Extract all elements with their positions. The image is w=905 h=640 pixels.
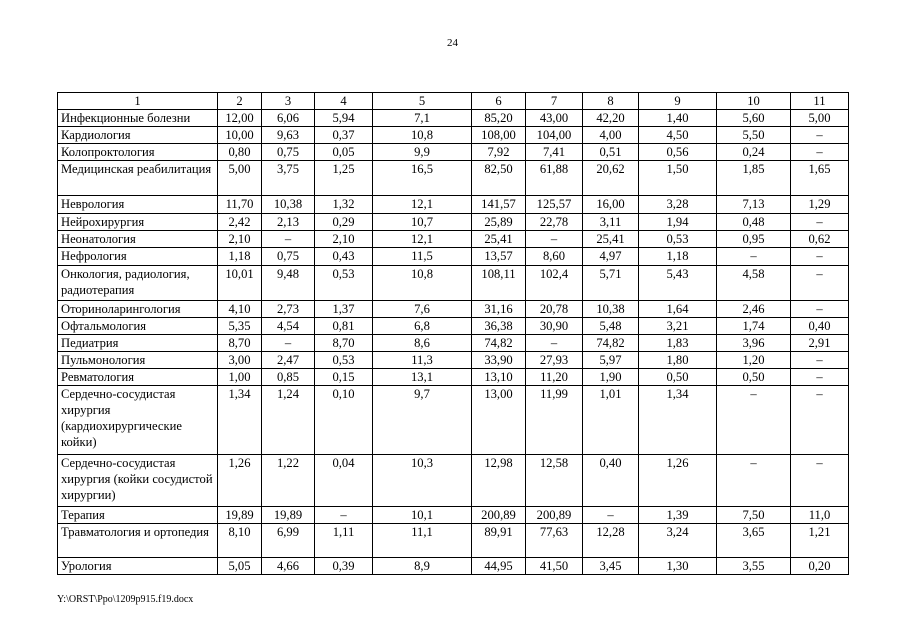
table-row [58,144,849,161]
column-header: 4 [315,93,373,110]
table-cell: 25,41 [583,231,639,248]
table-cell: 1,29 [791,196,849,214]
table-cell: 10,38 [262,196,315,214]
table-cell: 1,32 [315,196,373,214]
table-cell: – [791,127,849,144]
table-cell: 3,11 [583,214,639,231]
column-header: 8 [583,93,639,110]
table-row [58,301,849,318]
table-cell: 10,01 [218,266,262,301]
table-cell: 1,83 [639,335,717,352]
table-cell: 9,48 [262,266,315,301]
row-label-cell: Урология [58,558,218,575]
table-row [58,214,849,231]
table-cell: 4,66 [262,558,315,575]
table-cell: 36,38 [472,318,526,335]
table-cell: 11,70 [218,196,262,214]
table-cell: 0,51 [583,144,639,161]
table-cell: 16,00 [583,196,639,214]
table-cell: 1,21 [791,524,849,558]
table-cell: 89,91 [472,524,526,558]
table-cell: 8,60 [526,248,583,266]
table-cell: – [526,231,583,248]
table-cell: 12,1 [373,231,472,248]
table-cell: 12,98 [472,455,526,507]
row-label-cell: Терапия [58,507,218,524]
table-cell: – [262,231,315,248]
table-cell: 200,89 [526,507,583,524]
table-cell: 2,73 [262,301,315,318]
table-cell: 3,55 [717,558,791,575]
table-cell: 1,50 [639,161,717,196]
table-cell: 8,9 [373,558,472,575]
table-cell: 13,1 [373,369,472,386]
table-cell: 7,13 [717,196,791,214]
table-cell: 25,89 [472,214,526,231]
table-cell: 10,8 [373,127,472,144]
column-header: 11 [791,93,849,110]
table-cell: – [791,386,849,455]
column-header: 7 [526,93,583,110]
table-cell: 2,91 [791,335,849,352]
table-cell: 10,8 [373,266,472,301]
table-cell: 1,20 [717,352,791,369]
table-cell: 33,90 [472,352,526,369]
table-cell: 0,48 [717,214,791,231]
row-label-cell: Медицинская реабилитация [58,161,218,196]
table-cell: – [583,507,639,524]
table-cell: 13,00 [472,386,526,455]
table-cell: 2,46 [717,301,791,318]
table-cell: 0,75 [262,144,315,161]
table-cell: 5,00 [791,110,849,127]
table-cell: – [717,386,791,455]
table-row [58,127,849,144]
table-cell: 4,58 [717,266,791,301]
table-cell: 6,06 [262,110,315,127]
table-cell: 7,1 [373,110,472,127]
table-cell: – [791,455,849,507]
table-cell: 20,78 [526,301,583,318]
table-cell: 8,10 [218,524,262,558]
table-cell: 74,82 [583,335,639,352]
table-row [58,161,849,196]
table-cell: 22,78 [526,214,583,231]
table-cell: 61,88 [526,161,583,196]
table-cell: 108,00 [472,127,526,144]
table-row [58,231,849,248]
table-cell: 11,5 [373,248,472,266]
table-cell: 12,58 [526,455,583,507]
table-cell: 5,97 [583,352,639,369]
table-cell: 1,01 [583,386,639,455]
table-cell: 3,45 [583,558,639,575]
table-cell: 7,41 [526,144,583,161]
table-cell: 11,1 [373,524,472,558]
table-cell: 4,54 [262,318,315,335]
row-label-cell: Сердечно-сосудистая хирургия (кардиохирургические койки) [58,386,218,455]
table-cell: 1,26 [639,455,717,507]
table-cell: 0,10 [315,386,373,455]
table-cell: – [262,335,315,352]
table-cell: 3,65 [717,524,791,558]
table-cell: 6,99 [262,524,315,558]
table-cell: 1,65 [791,161,849,196]
table-row [58,369,849,386]
table-cell: 1,80 [639,352,717,369]
footer-file-path: Y:\ORST\Ppo\1209p915.f19.docx [57,594,194,605]
table-cell: 3,96 [717,335,791,352]
table-cell: 10,00 [218,127,262,144]
row-label-cell: Нейрохирургия [58,214,218,231]
table-cell: 7,92 [472,144,526,161]
table-cell: 0,15 [315,369,373,386]
table-cell: 10,1 [373,507,472,524]
row-label-cell: Травматология и ортопедия [58,524,218,558]
table-cell: – [791,144,849,161]
column-header: 1 [58,93,218,110]
table-cell: 0,75 [262,248,315,266]
row-label-cell: Нефрология [58,248,218,266]
table-cell: 1,26 [218,455,262,507]
table-cell: 2,10 [315,231,373,248]
table-cell: 11,0 [791,507,849,524]
table-cell: – [791,352,849,369]
table-cell: 1,40 [639,110,717,127]
table-cell: 1,37 [315,301,373,318]
table-cell: 3,75 [262,161,315,196]
table-cell: 4,00 [583,127,639,144]
table-cell: 16,5 [373,161,472,196]
table-cell: 0,85 [262,369,315,386]
table-cell: 2,42 [218,214,262,231]
table-cell: 12,00 [218,110,262,127]
table-cell: 0,62 [791,231,849,248]
row-label-cell: Офтальмология [58,318,218,335]
table-cell: 25,41 [472,231,526,248]
table-cell: 1,11 [315,524,373,558]
row-label-cell: Ревматология [58,369,218,386]
table-cell: 0,20 [791,558,849,575]
table-cell: 0,40 [583,455,639,507]
table-cell: – [791,214,849,231]
table-row [58,455,849,507]
table-cell: – [717,455,791,507]
table-cell: 19,89 [218,507,262,524]
table-cell: 0,53 [315,352,373,369]
table-cell: 10,3 [373,455,472,507]
table-cell: 13,57 [472,248,526,266]
table-row [58,266,849,301]
table-header-row [58,93,849,110]
table-cell: 11,20 [526,369,583,386]
table-cell: 0,37 [315,127,373,144]
column-header: 2 [218,93,262,110]
table-cell: 74,82 [472,335,526,352]
table-cell: 1,00 [218,369,262,386]
table-row [58,524,849,558]
table-cell: 42,20 [583,110,639,127]
table-cell: 0,04 [315,455,373,507]
table-cell: 0,50 [639,369,717,386]
table-cell: 125,57 [526,196,583,214]
table-row [58,318,849,335]
table-row [58,335,849,352]
table-cell: 9,63 [262,127,315,144]
table-cell: 77,63 [526,524,583,558]
table-row [58,196,849,214]
table-cell: 5,43 [639,266,717,301]
table-cell: 2,13 [262,214,315,231]
row-label-cell: Неонатология [58,231,218,248]
table-cell: 1,18 [218,248,262,266]
table-cell: 20,62 [583,161,639,196]
table-cell: 1,39 [639,507,717,524]
table-cell: 1,94 [639,214,717,231]
table-cell: 12,1 [373,196,472,214]
table-cell: 0,95 [717,231,791,248]
table-cell: 10,38 [583,301,639,318]
table-cell: 1,34 [218,386,262,455]
column-header: 6 [472,93,526,110]
table-cell: 4,10 [218,301,262,318]
table-cell: 5,50 [717,127,791,144]
table-row [58,386,849,455]
table-cell: – [315,507,373,524]
table-cell: 0,56 [639,144,717,161]
row-label-cell: Онкология, радиология, радиотерапия [58,266,218,301]
table-cell: 0,40 [791,318,849,335]
table-cell: 12,28 [583,524,639,558]
table-cell: 1,24 [262,386,315,455]
table-cell: 7,6 [373,301,472,318]
table-cell: 3,28 [639,196,717,214]
table-cell: 9,9 [373,144,472,161]
table-cell: 3,21 [639,318,717,335]
table-cell: 200,89 [472,507,526,524]
table-row [58,110,849,127]
table-cell: 0,53 [639,231,717,248]
column-header: 3 [262,93,315,110]
row-label-cell: Инфекционные болезни [58,110,218,127]
table-cell: 8,6 [373,335,472,352]
row-label-cell: Колопроктология [58,144,218,161]
table-cell: – [791,266,849,301]
table-cell: 1,30 [639,558,717,575]
table-cell: 43,00 [526,110,583,127]
table-cell: 0,39 [315,558,373,575]
table-cell: 85,20 [472,110,526,127]
column-header: 5 [373,93,472,110]
table-cell: 0,05 [315,144,373,161]
table-row [58,352,849,369]
table-cell: 1,85 [717,161,791,196]
table-cell: 1,64 [639,301,717,318]
table-cell: 2,47 [262,352,315,369]
table-cell: 5,94 [315,110,373,127]
table-cell: 141,57 [472,196,526,214]
table-cell: 0,80 [218,144,262,161]
table-cell: 0,81 [315,318,373,335]
table-row [58,558,849,575]
table-cell: 1,25 [315,161,373,196]
table-cell: – [526,335,583,352]
table-cell: 3,24 [639,524,717,558]
table-cell: 6,8 [373,318,472,335]
table-cell: 7,50 [717,507,791,524]
table-cell: – [717,248,791,266]
table-cell: – [791,301,849,318]
column-header: 9 [639,93,717,110]
table-cell: 2,10 [218,231,262,248]
table-cell: 0,53 [315,266,373,301]
table-cell: 5,35 [218,318,262,335]
table-cell: 19,89 [262,507,315,524]
page-number: 24 [447,37,458,49]
table-cell: 10,7 [373,214,472,231]
table-cell: 5,48 [583,318,639,335]
table-cell: 30,90 [526,318,583,335]
table-cell: 44,95 [472,558,526,575]
table-cell: 11,99 [526,386,583,455]
table-cell: 13,10 [472,369,526,386]
table-cell: 1,90 [583,369,639,386]
table-cell: 27,93 [526,352,583,369]
table-cell: 1,34 [639,386,717,455]
table-row [58,507,849,524]
table-cell: 108,11 [472,266,526,301]
table-cell: 1,22 [262,455,315,507]
table-cell: 11,3 [373,352,472,369]
table-cell: 104,00 [526,127,583,144]
table-cell: – [791,369,849,386]
table-cell: 3,00 [218,352,262,369]
table-cell: 0,24 [717,144,791,161]
table-cell: 31,16 [472,301,526,318]
table-cell: 4,97 [583,248,639,266]
table-cell: 4,50 [639,127,717,144]
column-header: 10 [717,93,791,110]
row-label-cell: Оториноларингология [58,301,218,318]
table-cell: 8,70 [315,335,373,352]
table-cell: 102,4 [526,266,583,301]
row-label-cell: Неврология [58,196,218,214]
row-label-cell: Пульмонология [58,352,218,369]
row-label-cell: Кардиология [58,127,218,144]
row-label-cell: Сердечно-сосудистая хирургия (койки сосудистой хирургии) [58,455,218,507]
table-cell: 0,43 [315,248,373,266]
data-table [57,92,849,575]
table-cell: 5,05 [218,558,262,575]
table-cell: 5,60 [717,110,791,127]
row-label-cell: Педиатрия [58,335,218,352]
table-cell: 5,71 [583,266,639,301]
table-cell: 41,50 [526,558,583,575]
table-cell: 9,7 [373,386,472,455]
table-cell: 5,00 [218,161,262,196]
table-row [58,248,849,266]
table-cell: 0,29 [315,214,373,231]
table-cell: 82,50 [472,161,526,196]
table-cell: 8,70 [218,335,262,352]
table-cell: – [791,248,849,266]
table-cell: 1,74 [717,318,791,335]
table-cell: 0,50 [717,369,791,386]
table-cell: 1,18 [639,248,717,266]
